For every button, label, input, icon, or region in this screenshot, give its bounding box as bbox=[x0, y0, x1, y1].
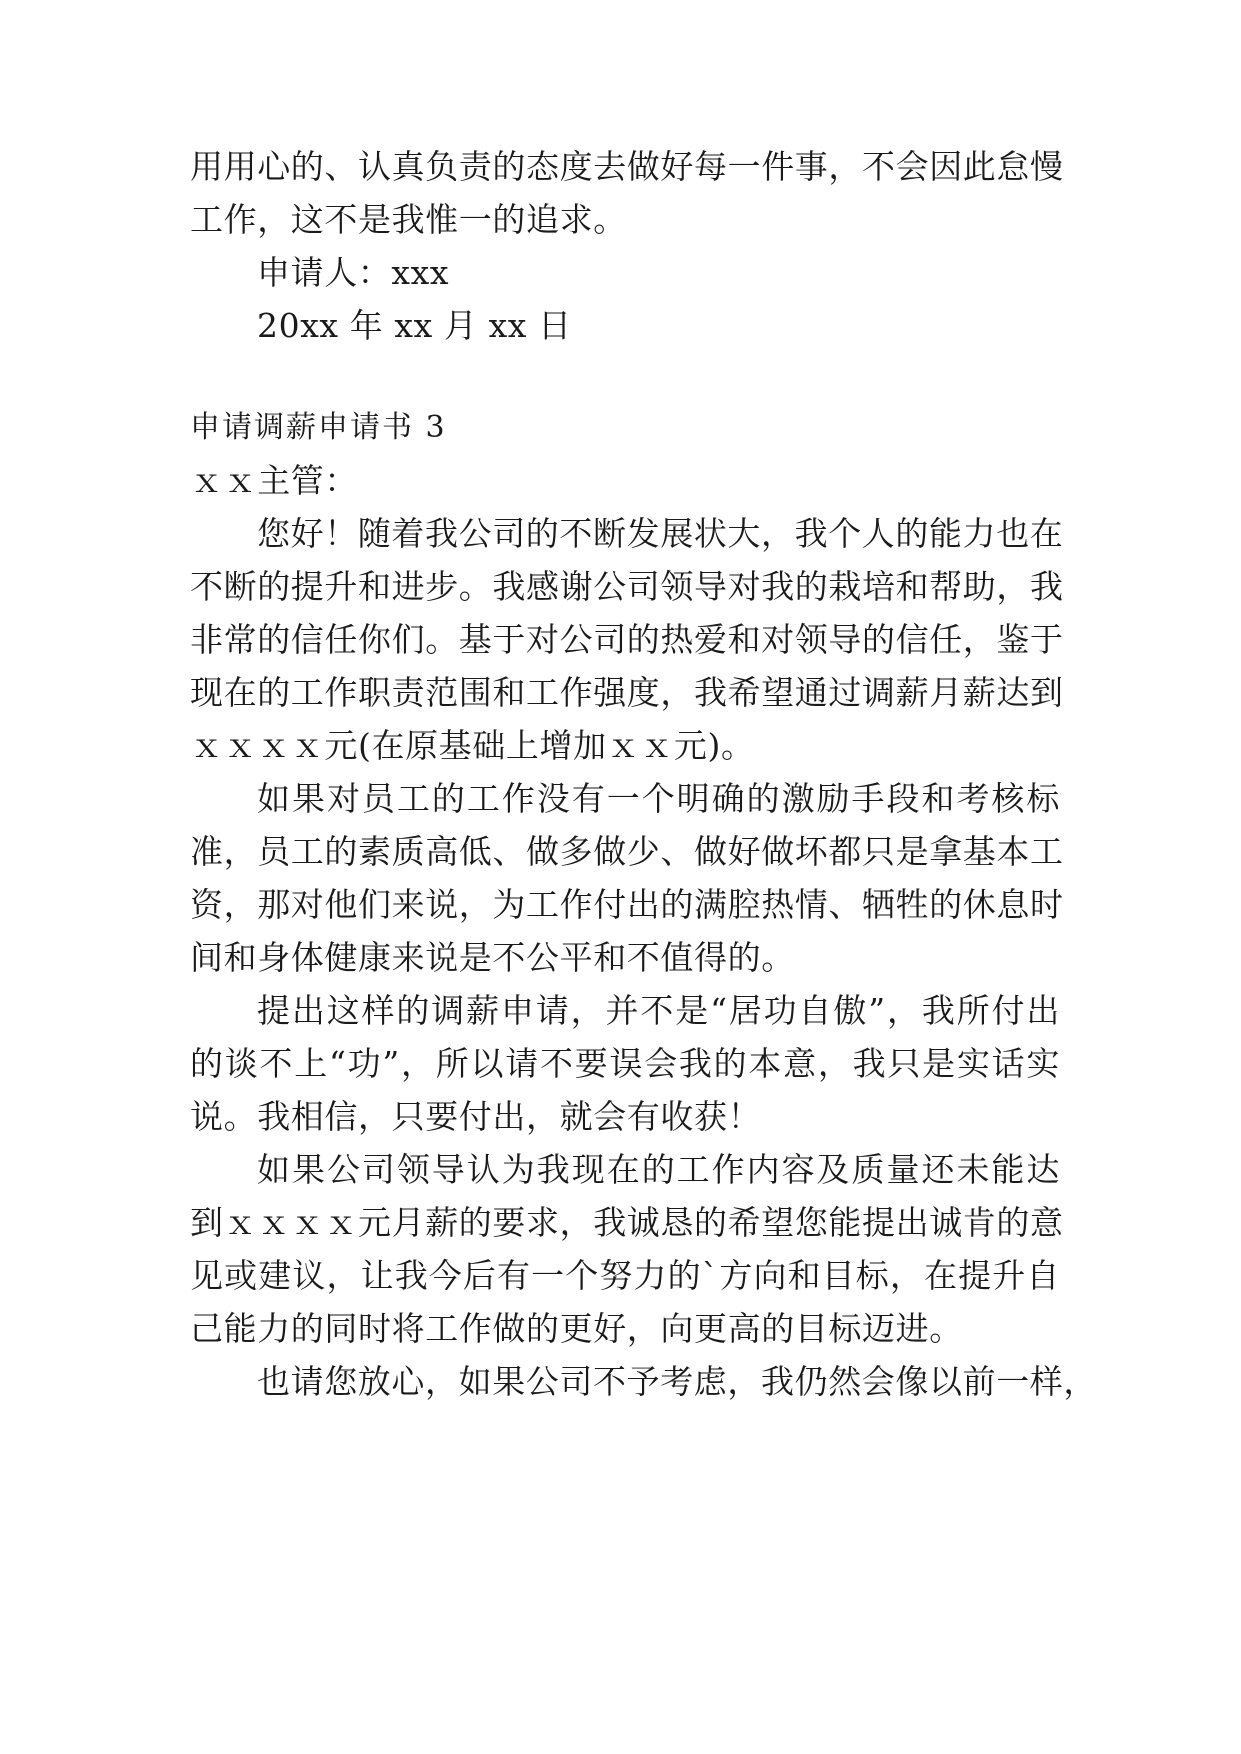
paragraph-line: 的谈不上“功”，所以请不要误会我的本意，我只是实话实 bbox=[190, 1044, 1060, 1083]
paragraph-line: 提出这样的调薪申请，并不是“居功自傲”，我所付出 bbox=[257, 991, 1060, 1030]
paragraph-line: 见或建议，让我今后有一个努力的`方向和目标，在提升自 bbox=[190, 1256, 1060, 1295]
paragraph-line: 到ｘｘｘｘ元月薪的要求，我诚恳的希望您能提出诚肯的意 bbox=[190, 1203, 1064, 1242]
paragraph-line: 准，员工的素质高低、做多做少、做好做坏都只是拿基本工 bbox=[190, 832, 1064, 871]
paragraph-line: 也请您放心，如果公司不予考虑，我仍然会像以前一样， bbox=[257, 1362, 1097, 1401]
paragraph-line: 不断的提升和进步。我感谢公司领导对我的栽培和帮助，我 bbox=[190, 567, 1064, 606]
section-title: 申请调薪申请书 3 bbox=[190, 410, 447, 445]
paragraph-line: 如果公司领导认为我现在的工作内容及质量还未能达 bbox=[257, 1150, 1060, 1189]
paragraph-line: 非常的信任你们。基于对公司的热爱和对领导的信任，鉴于 bbox=[190, 620, 1064, 659]
paragraph-line: 己能力的同时将工作做的更好，向更高的目标迈进。 bbox=[190, 1309, 963, 1348]
salutation: ｘｘ主管： bbox=[190, 461, 358, 500]
applicant-signature: 申请人：xxx bbox=[257, 253, 450, 292]
paragraph-line: 用用心的、认真负责的态度去做好每一件事，不会因此怠慢 bbox=[190, 147, 1064, 186]
paragraph-line: 资，那对他们来说，为工作付出的满腔热情、牺牲的休息时 bbox=[190, 885, 1064, 924]
paragraph-line: 您好！随着我公司的不断发展状大，我个人的能力也在 bbox=[257, 514, 1064, 553]
paragraph-line: 说。我相信，只要付出，就会有收获！ bbox=[190, 1097, 762, 1136]
paragraph-line: 工作，这不是我惟一的追求。 bbox=[190, 200, 627, 239]
signature-date: 20xx 年 xx 月 xx 日 bbox=[257, 306, 572, 345]
paragraph-line: 间和身体健康来说是不公平和不值得的。 bbox=[190, 938, 795, 977]
paragraph-line: ｘｘｘｘ元(在原基础上增加ｘｘ元)。 bbox=[190, 726, 755, 765]
paragraph-line: 现在的工作职责范围和工作强度，我希望通过调薪月薪达到 bbox=[190, 673, 1064, 712]
paragraph-line: 如果对员工的工作没有一个明确的激励手段和考核标 bbox=[257, 779, 1060, 818]
